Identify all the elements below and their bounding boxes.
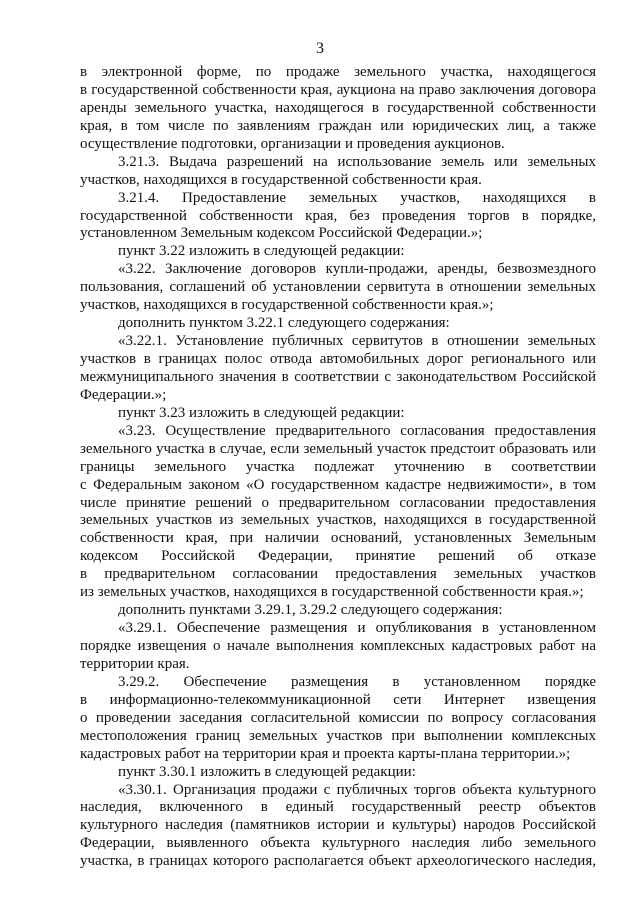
text-line: 3.29.2. Обеспечение размещения в установленном порядке	[118, 673, 596, 690]
text-line: «3.29.1. Обеспечение размещения и опубликования в установленном	[118, 620, 596, 637]
text-line: о проведении заседания согласительной комиссии по вопросу согласования	[80, 709, 596, 726]
text-line: числе принятие решений о предварительном согласовании предоставления	[80, 494, 596, 511]
text-line: края, в том числе по заявлениям граждан или юридических лиц, а также	[80, 117, 596, 134]
text-line: культурного наследия (памятников истории и культуры) народов Российской	[80, 817, 596, 834]
text-line: собственности края, при наличии оснований, установленных Земельным	[80, 530, 596, 547]
text-line: дополнить пунктом 3.22.1 следующего содержания:	[118, 315, 450, 332]
text-line: участка, в границах которого располагается объект археологического наследия,	[80, 853, 596, 870]
text-line: в предварительном согласовании предоставления земельных участков	[80, 566, 596, 583]
page-number: 3	[316, 40, 324, 57]
text-line: установленном Земельным кодексом Российской Федерации.»;	[80, 225, 483, 242]
document-body	[80, 64, 596, 871]
text-line: кадастровых работ на территории края и проекта карты-плана территории.»;	[80, 745, 571, 762]
text-line: Федерации, выявленного объекта культурного наследия либо земельного	[80, 835, 596, 852]
text-line: «3.30.1. Организация продажи с публичных торгов объекта культурного	[118, 781, 596, 798]
text-line: кодексом Российской Федерации, принятие решений об отказе	[80, 548, 596, 565]
text-line: 3.21.3. Выдача разрешений на использование земель или земельных	[118, 153, 596, 170]
text-line: Федерации.»;	[80, 386, 167, 403]
text-line: местоположения границ земельных участков при выполнении комплексных	[80, 727, 596, 744]
text-line: участков, находящихся в государственной собственности края.	[80, 171, 482, 188]
text-line: из земельных участков, находящихся в государственной собственности края.»;	[80, 584, 584, 601]
text-line: межмуниципального значения в соответствии с законодательством Российской	[80, 368, 596, 385]
text-line: наследия, включенного в единый государственный реестр объектов	[80, 799, 596, 816]
text-line: в информационно-телекоммуникационной сети Интернет извещения	[80, 691, 596, 708]
text-line: 3.21.4. Предоставление земельных участков, находящихся в	[118, 189, 596, 206]
text-line: «3.22.1. Установление публичных сервитутов в отношении земельных	[118, 333, 596, 350]
text-line: земельного участка в случае, если земельный участок предстоит образовать или	[80, 440, 596, 457]
text-line: в электронной форме, по продаже земельного участка, находящегося	[80, 64, 596, 80]
text-line: порядке извещения о начале выполнения комплексных кадастровых работ на	[80, 638, 596, 654]
text-line: государственной собственности края, без проведения торгов в порядке,	[80, 207, 596, 224]
text-line: пункт 3.30.1 изложить в следующей редакции:	[118, 763, 416, 780]
text-line: аренды земельного участка, находящегося в государственной собственности	[80, 99, 596, 116]
text-line: дополнить пунктами 3.29.1, 3.29.2 следующего содержания:	[118, 602, 503, 619]
text-line: границы земельного участка подлежат уточнению в соответствии	[80, 458, 596, 475]
text-line: территории края.	[80, 655, 190, 672]
text-line: в государственной собственности края, аукциона на право заключения договора	[80, 81, 596, 98]
text-line: с Федеральным законом «О государственном кадастре недвижимости», в том	[80, 476, 596, 493]
text-line: участков, находящихся в государственной собственности края.»;	[80, 297, 494, 314]
text-line: пункт 3.22 изложить в следующей редакции:	[118, 243, 405, 260]
text-line: «3.23. Осуществление предварительного согласования предоставления	[118, 422, 596, 439]
text-line: осуществление подготовки, организации и проведения аукционов.	[80, 135, 505, 152]
text-line: «3.22. Заключение договоров купли-продажи, аренды, безвозмездного	[118, 261, 596, 278]
text-line: пользования, соглашений об установлении сервитута в отношении земельных	[80, 279, 596, 296]
text-line: земельных участков из земельных участков, находящихся в государственной	[80, 512, 596, 529]
text-line: участков в границах полос отвода автомобильных дорог регионального или	[80, 351, 596, 367]
text-line: пункт 3.23 изложить в следующей редакции:	[118, 404, 405, 421]
